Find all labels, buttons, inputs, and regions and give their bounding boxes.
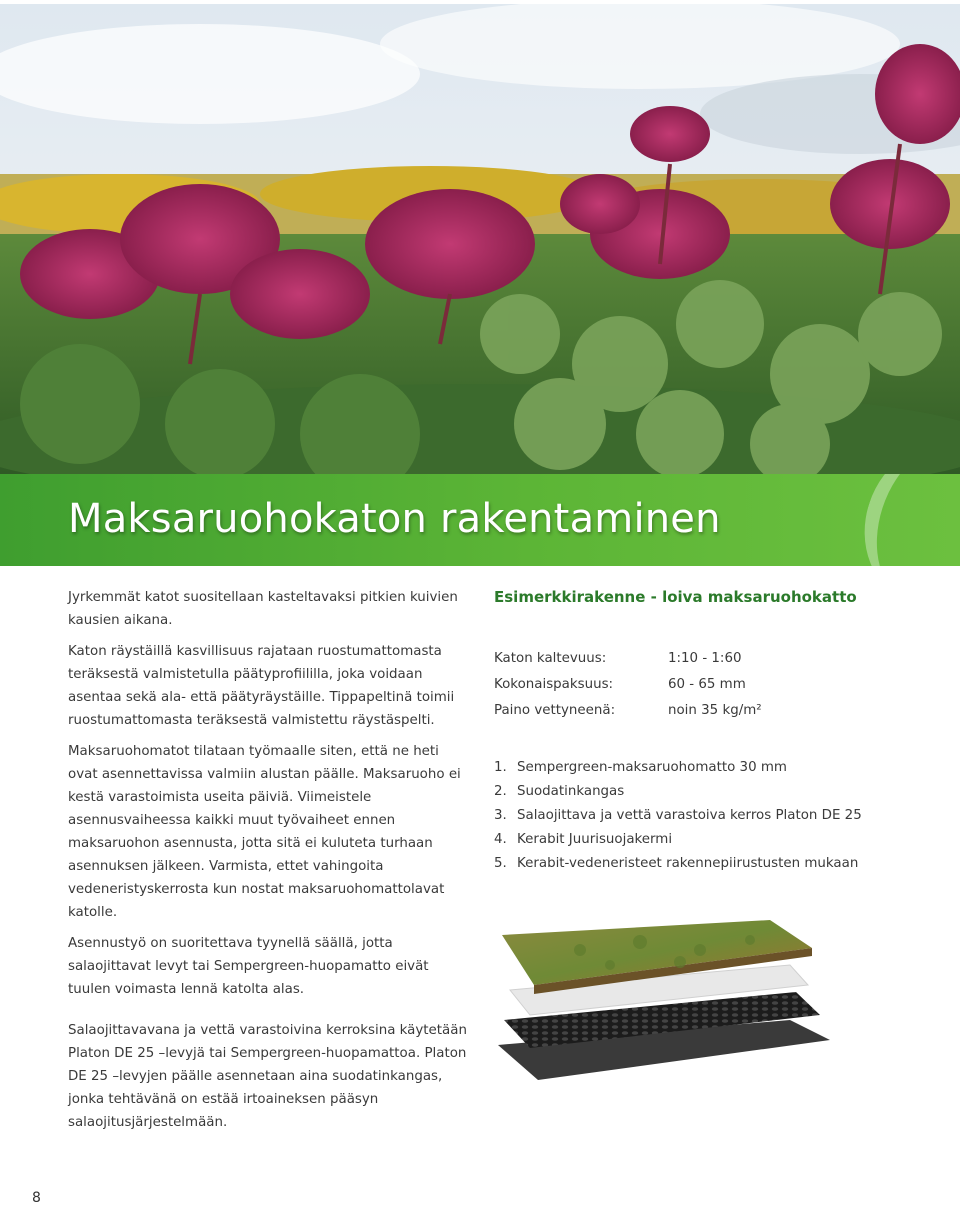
list-item xyxy=(494,828,934,852)
list-text: Salaojittava ja vettä varastoiva kerros Platon DE 25 xyxy=(517,808,862,823)
title-banner xyxy=(0,474,960,566)
list-item xyxy=(494,756,934,780)
spec-row xyxy=(494,672,934,698)
spec-row xyxy=(494,698,934,724)
sedum-flowers-image xyxy=(0,4,960,474)
page-number: 8 xyxy=(32,1190,41,1206)
roof-layers-illustration xyxy=(490,880,840,1100)
page-title: Maksaruohokaton rakentaminen xyxy=(68,496,721,542)
paragraph: Salaojittavavana ja vettä varastoivina kerroksina käytetään Platon DE 25 –levyjä tai Sempergreen-huopamattoa. Platon DE 25 –levyjen päälle asennetaan aina suodatinkangas, jonka tehtävänä on estää irtoaineksen pääsyn salaojitusjärjestelmään. xyxy=(68,1023,467,1130)
decorative-swoosh xyxy=(845,474,960,566)
list-text: Kerabit Juurisuojakermi xyxy=(517,832,673,847)
list-item xyxy=(494,780,934,804)
spec-value: 1:10 - 1:60 xyxy=(668,651,742,666)
paragraph: Maksaruohomatot tilataan työmaalle siten, että ne heti ovat asennettavissa valmiin alustan päälle. Maksaruoho ei kestä varastoimista useita päiviä. Viimeistele asennusvaiheessa kaikki muut työvaiheet ennen maksaruohon asennusta, jotta sitä ei kuluteta turhaan asennuksen jälkeen. Varmista, ettet vahingoita vedeneristyskerrosta kun nostat maksaruohomattolavat katolle. xyxy=(68,744,461,920)
list-text: Suodatinkangas xyxy=(517,784,625,799)
example-heading: Esimerkkirakenne - loiva maksaruohokatto xyxy=(494,588,857,606)
hero-photo-sedum-roof xyxy=(0,4,960,474)
spec-value: 60 - 65 mm xyxy=(668,677,746,692)
list-number: 3. xyxy=(494,808,507,823)
list-number: 1. xyxy=(494,760,507,775)
list-text: Kerabit-vedeneristeet rakennepiirustusten mukaan xyxy=(517,856,859,871)
layer-list xyxy=(494,756,934,876)
exploded-layers-image xyxy=(490,880,840,1100)
right-example-column xyxy=(494,586,934,889)
list-item xyxy=(494,852,934,876)
list-number: 5. xyxy=(494,856,507,871)
spec-label: Katon kaltevuus: xyxy=(494,651,607,666)
spec-label: Kokonaispaksuus: xyxy=(494,677,614,692)
list-text: Sempergreen-maksaruohomatto 30 mm xyxy=(517,760,787,775)
spec-label: Paino vettyneenä: xyxy=(494,703,616,718)
paragraph: Asennustyö on suoritettava tyynellä säällä, jotta salaojittavat levyt tai Sempergreen-huopamatto eivät tuulen voimasta lennä katolta alas. xyxy=(68,936,429,997)
paragraph: Jyrkemmät katot suositellaan kasteltavaksi pitkien kuivien kausien aikana. xyxy=(68,590,458,628)
paragraph: Katon räystäillä kasvillisuus rajataan ruostumattomasta teräksestä valmistetulla päätyprofiililla, joka voidaan asentaa sekä ala- että päätyräystäille. Tippapeltinä toimii ruostumattomasta teräksestä valmistettu räystäspelti. xyxy=(68,644,455,728)
spec-list xyxy=(494,646,934,724)
spec-value: noin 35 kg/m² xyxy=(668,703,762,718)
left-text-column xyxy=(68,586,468,1142)
list-number: 2. xyxy=(494,784,507,799)
spec-row xyxy=(494,646,934,672)
list-number: 4. xyxy=(494,832,507,847)
list-item xyxy=(494,804,934,828)
